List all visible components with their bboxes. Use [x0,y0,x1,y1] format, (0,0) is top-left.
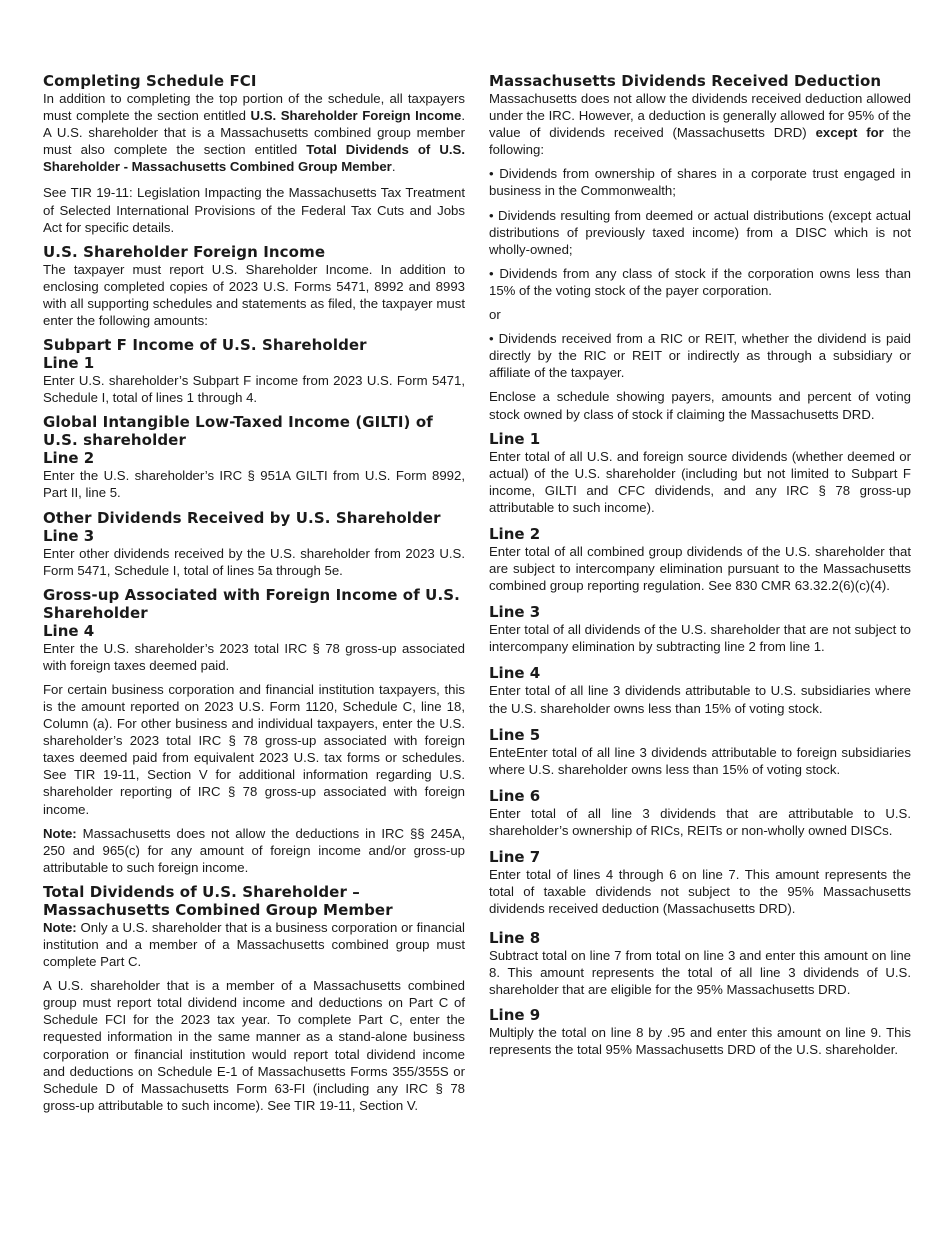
right-line-label: Line 5 [489,725,541,744]
right-line-1 [489,430,911,516]
right-column [489,72,911,1058]
right-line-3 [489,603,911,655]
right-line-text: Enter total of all combined group dividends of the U.S. shareholder that are subject to intercompany elimination pursuant to the Massachusetts combined group reporting regulation. See 830 CMR 63.32.2(6)(c)(4). [489,543,911,594]
right-line-6 [489,787,911,839]
completing-schedule-paragraph: In addition to completing the top portion of the schedule, all taxpayers must complete the section entitled U.S. Shareholder Foreign Income. A U.S. shareholder that is a Massachusetts combined group member must also complete the section entitled Total Dividends of U.S. Shareholder - Massachusetts Combined Group Member. [43,91,465,175]
right-line-text: Enter total of lines 4 through 6 on line 7. This amount represents the total of taxable dividends not subject to the 95% Massachusetts dividends received deduction (Massachusetts DRD). [489,867,911,917]
left-line-1-text: Enter U.S. shareholder’s Subpart F income from 2023 U.S. Form 5471, Schedule I, total of lines 1 through 4. [43,373,465,406]
right-line-text: Subtract total on line 7 from total on line 3 and enter this amount on line 8. This amount represents the total of all line 3 dividends of U.S. shareholder that are eligible for the 95% Massachusetts DRD. [489,948,911,998]
gross-up-details-paragraph: For certain business corporation and financial institution taxpayers, this is the amount reported on 2023 U.S. Form 1120, Schedule C, line 18, Column (a). For other business and individual taxpayers, enter the U.S. shareholder’s 2023 total IRC § 78 gross-up associated with foreign taxes deemed paid from equivalent 2023 U.S. tax forms or schedules. See TIR 19-11, Section V for additional information regarding U.S. shareholder reporting of IRC § 78 gross-up associated with foreign income. [43,681,465,817]
drd-bullet-disc: • Dividends resulting from deemed or actual distributions (except actual distributions of previously taxed income) from a DISC which is not wholly-owned; [489,207,911,257]
right-line-text: Enter total of all dividends of the U.S. shareholder that are not subject to intercompany elimination by subtracting line 2 from line 1. [489,622,911,655]
drd-or: or [489,307,501,323]
left-column [43,72,465,1114]
heading-gilti: Global Intangible Low-Taxed Income (GILTI) of U.S. shareholder [43,413,433,450]
drd-intro-paragraph: Massachusetts does not allow the dividends received deduction allowed under the IRC. However, a deduction is generally allowed for 95% of the value of dividends received (Massachusetts DRD) except for the following: [489,91,912,158]
left-line-3-label: Line 3 [43,526,95,545]
foreign-income-paragraph: The taxpayer must report U.S. Shareholder Income. In addition to enclosing completed copies of 2023 U.S. Forms 5471, 8992 and 8993 with all supporting schedules and statements as filed, the taxpayer must enter the following amounts: [43,261,465,329]
right-line-label: Line 8 [489,929,541,948]
heading-total-dividends-line-1: Total Dividends of U.S. Shareholder – [43,882,360,901]
right-line-label: Line 7 [489,848,541,866]
right-line-7 [489,848,911,917]
tir-reference-paragraph: See TIR 19-11: Legislation Impacting the Massachusetts Tax Treatment of Selected International Provisions of the Federal Tax Cuts and Jobs Act for specific details. [43,185,465,235]
drd-bullet-voting-stock: • Dividends from any class of stock if the corporation owns less than 15% of the voting stock of the payer corporation. [489,265,911,298]
combined-group-paragraph: A U.S. shareholder that is a member of a Massachusetts combined group must report total dividend income and deductions on Part C of Schedule FCI for the 2023 tax year. To complete Part C, enter the requested information in the same manner as a stand-alone business corporation or financial institution would report total dividend income and deductions on Schedule E-1 of Massachusetts Forms 355/355S or Schedule D of Massachusetts Form 63-FI (including any IRC § 78 gross-up attributable to such income). See TIR 19-11, Section V. [43,978,465,1113]
right-line-text: Enter total of all line 3 dividends attributable to U.S. subsidiaries where the U.S. shareholder owns less than 15% of voting stock. [489,683,911,716]
heading-other-dividends: Other Dividends Received by U.S. Shareholder [43,508,441,527]
drd-bullet-ric-reit: • Dividends received from a RIC or REIT, whether the dividend is paid directly by the RIC or REIT or indirectly as through a subsidiary or affiliate of the taxpayer. [489,331,911,381]
right-line-4 [489,664,911,716]
right-line-2 [489,525,911,594]
right-line-text: Enter total of all line 3 dividends that are attributable to U.S. shareholder’s ownership of RICs, REITs or non-wholly owned DISCs. [489,805,911,838]
combined-group-note: Note: Only a U.S. shareholder that is a business corporation or financial institution and a member of a Massachusetts combined group must complete Part C. [43,919,465,970]
right-line-text: EnteEnter total of all line 3 dividends attributable to foreign subsidiaries where U.S. shareholder owns less than 15% of voting stock. [489,744,911,777]
right-line-9 [489,1006,911,1058]
right-line-label: Line 9 [489,1005,541,1024]
left-line-2-label: Line 2 [43,449,95,468]
right-line-label: Line 1 [489,429,541,448]
left-line-4-label: Line 4 [43,621,95,640]
gross-up-note: Note: Massachusetts does not allow the deductions in IRC §§ 245A, 250 and 965(c) for any amount of foreign income and/or gross-up attributable to such foreign income. [43,825,465,875]
heading-gross-up: Gross-up Associated with Foreign Income of U.S. Shareholder [43,585,460,622]
heading-subpart-f-income: Subpart F Income of U.S. Shareholder [43,336,367,355]
heading-total-dividends-line-2: Massachusetts Combined Group Member [43,900,393,919]
right-line-text: Enter total of all U.S. and foreign source dividends (whether deemed or actual) of the U.S. shareholder (including but not limited to Subpart F income, GILTI and CFC dividends, and any IRC § 78 gross-up attributable to such income). [489,448,911,515]
right-line-label: Line 3 [489,603,541,622]
right-line-label: Line 6 [489,786,541,805]
left-line-3-text: Enter other dividends received by the U.S. shareholder from 2023 U.S. Form 5471, Schedule I, total of lines 5a through 5e. [43,545,465,578]
right-line-label: Line 2 [489,524,541,543]
left-line-1-label: Line 1 [43,354,95,373]
left-line-4-text: Enter the U.S. shareholder’s 2023 total IRC § 78 gross-up associated with foreign taxes deemed paid. [43,640,465,673]
heading-completing-schedule-fci: Completing Schedule FCI [43,72,257,90]
drd-bullet-corporate-trust: • Dividends from ownership of shares in a corporate trust engaged in business in the Commonwealth; [489,166,911,199]
heading-us-shareholder-foreign-income: U.S. Shareholder Foreign Income [43,242,326,261]
right-line-label: Line 4 [489,664,541,683]
drd-enclose-schedule: Enclose a schedule showing payers, amounts and percent of voting stock owned by class of stock if claiming the Massachusetts DRD. [489,389,911,422]
right-line-text: Multiply the total on line 8 by .95 and enter this amount on line 9. This represents the total 95% Massachusetts DRD of the U.S. shareholder. [489,1024,911,1057]
heading-massachusetts-drd: Massachusetts Dividends Received Deduction [489,72,882,90]
right-line-8 [489,929,911,998]
right-line-5 [489,726,911,778]
left-line-2-text: Enter the U.S. shareholder’s IRC § 951A GILTI from U.S. Form 8992, Part II, line 5. [43,468,465,501]
